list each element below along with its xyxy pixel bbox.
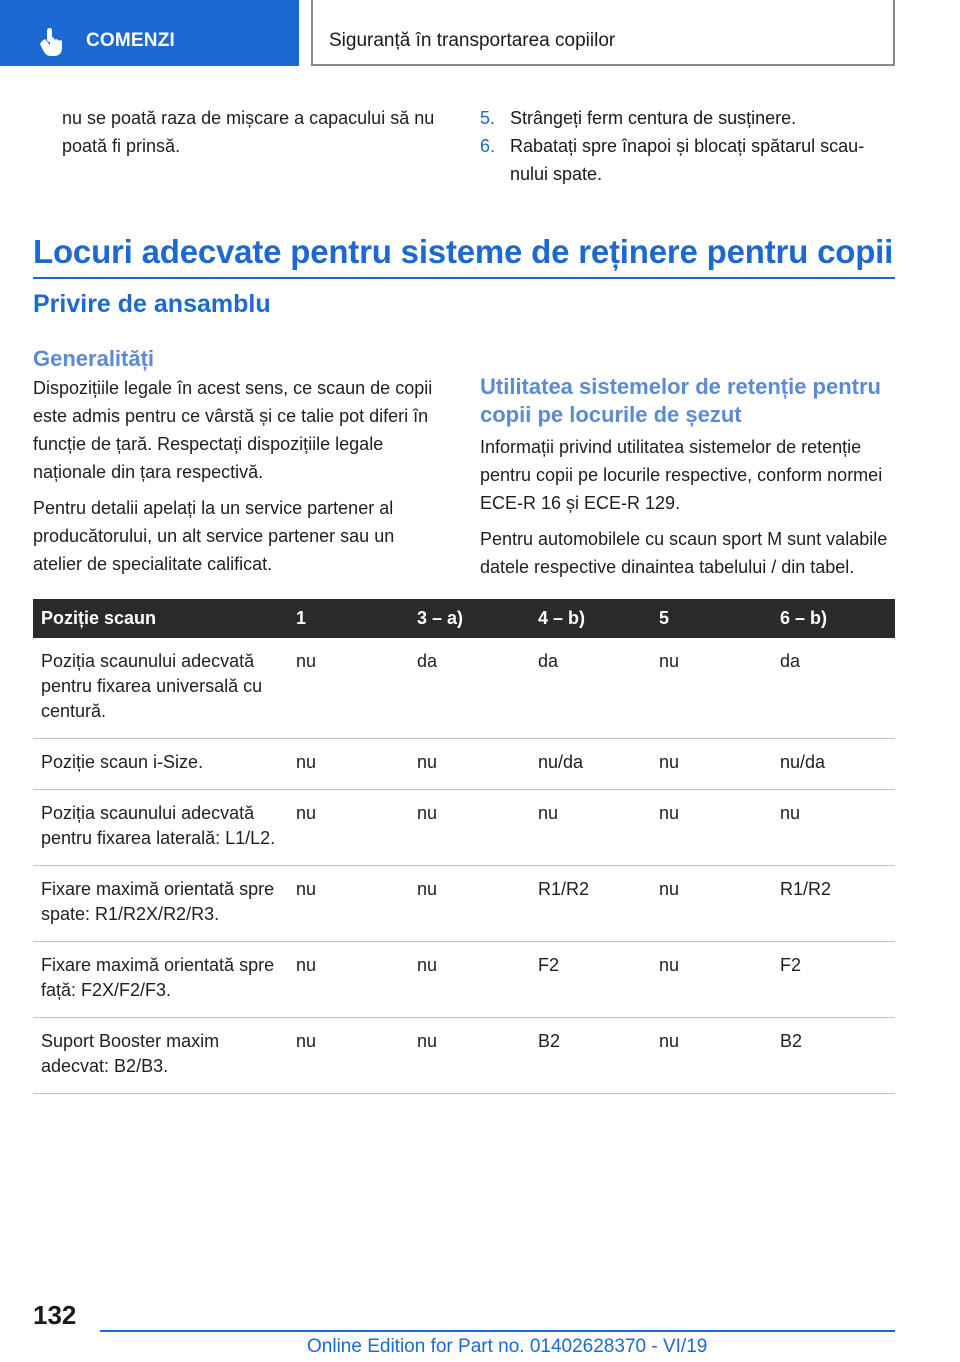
general-heading: Generalități: [33, 346, 155, 371]
table-row: [33, 790, 895, 866]
page-number: 132: [33, 1300, 77, 1330]
table-cell: nu: [651, 1018, 772, 1094]
table-cell: nu: [651, 866, 772, 942]
table-cell: nu: [651, 739, 772, 790]
table-cell: Poziția scaunului adecvată pentru fixarea universală cu centură.: [33, 638, 288, 739]
section-title-box: [311, 0, 895, 66]
utility-heading: Utilitatea sistemelor de retenție pentru copii pe locurile de șezut: [480, 374, 881, 427]
table-cell: nu: [409, 1018, 530, 1094]
table-cell: nu: [288, 638, 409, 739]
table-cell: nu: [288, 942, 409, 1018]
step-number: 5.: [480, 108, 496, 128]
tab-label: COMENZI: [86, 30, 176, 51]
table-cell: Poziția scaunului adecvată pentru fixarea laterală: L1/L2.: [33, 790, 288, 866]
table-cell: nu: [288, 790, 409, 866]
table-cell: Fixare maximă orientată spre față: F2X/F2/F3.: [33, 942, 288, 1018]
table-cell: F2: [530, 942, 651, 1018]
paragraph: Dispozițiile legale în acest sens, ce scaun de copii este admis pentru ce vârstă și ce talie pot diferi în funcție de țară. Respectați dispozițiile legale naționale din țara respectivă.: [33, 378, 433, 482]
table-cell: B2: [772, 1018, 895, 1094]
continuation-text: nu se poată raza de mișcare a capacului să nu poată fi prinsă.: [62, 108, 435, 156]
table-cell: nu: [651, 790, 772, 866]
page-header: [0, 0, 960, 66]
table-cell: da: [772, 638, 895, 739]
hand-pointer-icon: [40, 28, 66, 56]
column-header: Poziție scaun: [33, 599, 288, 638]
footer-divider: [100, 1330, 895, 1332]
table-header-row: [33, 599, 895, 638]
table-row: [33, 866, 895, 942]
table-cell: nu: [409, 866, 530, 942]
paragraph: Informații privind utilitatea sistemelor de retenție pentru copii pe locurile respective, conform normei ECE-R 16 și ECE-R 129.: [480, 437, 883, 513]
table-cell: nu: [288, 739, 409, 790]
table-cell: nu: [651, 638, 772, 739]
table-cell: nu: [651, 942, 772, 1018]
table-cell: nu/da: [772, 739, 895, 790]
table-cell: da: [530, 638, 651, 739]
table-cell: nu: [409, 739, 530, 790]
table-cell: nu: [772, 790, 895, 866]
list-item: [480, 132, 894, 188]
list-item: [480, 104, 894, 132]
table-cell: nu/da: [530, 739, 651, 790]
table-cell: F2: [772, 942, 895, 1018]
column-header: 1: [288, 599, 409, 638]
table-cell: nu: [288, 1018, 409, 1094]
general-text: [33, 374, 445, 586]
table-cell: Poziție scaun i-Size.: [33, 739, 288, 790]
steps-list: [480, 104, 894, 188]
table-cell: R1/R2: [772, 866, 895, 942]
step-number: 6.: [480, 136, 496, 156]
table-cell: nu: [409, 942, 530, 1018]
column-header: 6 – b): [772, 599, 895, 638]
paragraph: Pentru automobilele cu scaun sport M sunt valabile datele respective dinaintea tabelului / din tabel.: [480, 529, 888, 577]
footer-edition-link[interactable]: Online Edition for Part no. 01402628370 - VI/19: [307, 1336, 708, 1357]
table-row: [33, 942, 895, 1018]
page-title: Locuri adecvate pentru sisteme de reținere pentru copii: [33, 233, 895, 279]
table-row: [33, 1018, 895, 1094]
step-text: Strângeți ferm centura de susținere.: [510, 108, 797, 128]
table-cell: B2: [530, 1018, 651, 1094]
table-cell: da: [409, 638, 530, 739]
column-header: 4 – b): [530, 599, 651, 638]
table-cell: Suport Booster maxim adecvat: B2/B3.: [33, 1018, 288, 1094]
column-header: 3 – a): [409, 599, 530, 638]
seat-suitability-table: [33, 599, 895, 1094]
step-text: Rabatați spre înapoi și blocați spătarul scaunului spate.: [510, 136, 865, 184]
table-cell: R1/R2: [530, 866, 651, 942]
section-title: Siguranță în transportarea copiilor: [329, 30, 616, 51]
table-cell: nu: [530, 790, 651, 866]
section-subtitle: Privire de ansamblu: [33, 290, 271, 318]
table-row: [33, 638, 895, 739]
utility-text: [480, 433, 894, 589]
table-cell: Fixare maximă orientată spre spate: R1/R2X/R2/R3.: [33, 866, 288, 942]
table-cell: nu: [409, 790, 530, 866]
table-cell: nu: [288, 866, 409, 942]
table-row: [33, 739, 895, 790]
tab-comenzi[interactable]: [0, 0, 299, 66]
paragraph: Pentru detalii apelați la un service partener al producătorului, un alt service partener sau un atelier de specialitate calificat.: [33, 498, 395, 574]
column-header: 5: [651, 599, 772, 638]
